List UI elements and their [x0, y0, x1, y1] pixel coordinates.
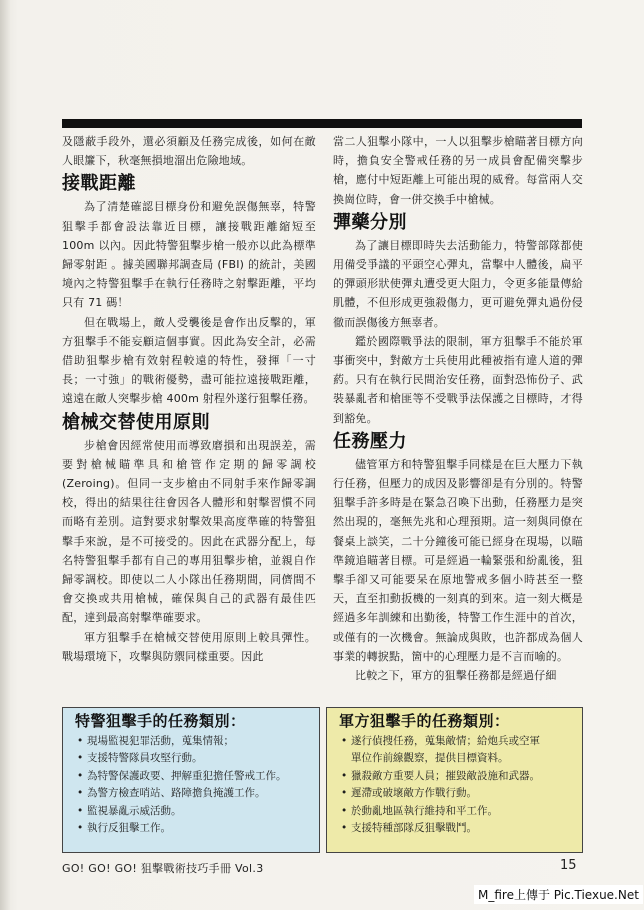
list-item: • 現場監視犯罪活動，蒐集情報；	[77, 733, 313, 750]
paragraph: 為了清楚確認目標身份和避免誤傷無辜，特警狙擊手都會設法靠近目標，讓接戰距離縮短至 100m 以內。因此特警狙擊步槍一般亦以此為標準歸零射距 。據美國聯邦調查局 (FBI) 的統計，美國境內之特警狙擊手在執行任務時之射擊距離，平均只有 71 碼！	[62, 200, 316, 310]
bullet-icon: •	[77, 822, 84, 835]
police-sniper-tasks-box	[62, 707, 320, 853]
page-number: 15	[560, 858, 577, 873]
list-item: • 遂行偵搜任務，蒐集敵情；給炮兵或空軍	[341, 733, 576, 750]
binding-shadow	[0, 0, 10, 910]
military-box-title: 軍方狙擊手的任務類別：	[339, 712, 510, 730]
paragraph: 為了讓目標即時失去活動能力，特警部隊都使用備受爭議的平頭空心彈丸，當擊中人體後，扁平的彈頭形狀使彈丸遭受更大阻力，令更多能量傳給肌體，不但形成更強殺傷力，更可避免彈丸過份侵徹而誤傷後方無辜者。	[333, 238, 583, 329]
heading-mission-pressure: 任務壓力	[333, 430, 407, 452]
bullet-icon: •	[341, 735, 348, 747]
bullet-icon: •	[341, 822, 348, 835]
paragraph: 比較之下，軍方的狙擊任務都是經過仔細	[355, 669, 557, 683]
bullet-icon: •	[341, 769, 348, 782]
bullet-icon: •	[341, 804, 348, 817]
list-item: • 監視暴亂示威活動。	[77, 803, 313, 820]
police-task-list	[63, 733, 319, 837]
list-item: • 支援特種部隊反狙擊戰鬥。	[341, 820, 576, 837]
book-title: GO! GO! GO! 狙擊戰術技巧手冊 Vol.3	[62, 862, 264, 875]
military-task-list	[327, 733, 582, 837]
list-item: • 執行反狙擊工作。	[77, 820, 313, 837]
list-item-continuation: 單位作前線觀察，提供目標資料。	[351, 752, 509, 765]
paragraph: 軍方狙擊手在槍械交替使用原則上較具彈性。戰場環境下，攻擊與防禦同樣重要。因此	[62, 630, 316, 663]
bullet-icon: •	[77, 769, 84, 782]
list-item: • 獵殺敵方重要人員；摧毀敵設施和武器。	[341, 768, 576, 785]
bullet-icon: •	[77, 804, 84, 817]
heading-ammo: 彈藥分別	[333, 211, 407, 233]
military-sniper-tasks-box	[326, 707, 583, 853]
bullet-icon: •	[77, 787, 84, 800]
right-column	[333, 132, 583, 685]
heading-engagement-distance: 接戰距離	[62, 173, 136, 195]
paragraph: 及隱蔽手段外，還必須顧及任務完成後，如何在敵人眼簾下，秋毫無損地溜出危險地域。	[62, 135, 316, 168]
watermark: M_fire上傳于 Pic.Tiexue.Net	[474, 885, 643, 904]
police-box-title: 特警狙擊手的任務類別：	[75, 712, 246, 730]
paragraph: 但在戰場上，敵人受襲後是會作出反擊的，軍方狙擊手不能妄顧這個事實。因此為安全計，必需借助狙擊步槍有效射程較遠的特性，發揮「一寸長；一寸強」的戰術優勢，盡可能拉遠接戰距離，遠遠在敵人突擊步槍 400m 射程外遂行狙擊任務。	[62, 315, 316, 406]
bullet-icon: •	[77, 735, 84, 747]
list-item: • 遲滯或破壞敵方作戰行動。	[341, 785, 576, 802]
left-column	[62, 132, 316, 666]
paragraph: 儘管軍方和特警狙擊手同樣是在巨大壓力下執行任務，但壓力的成因及影響卻是有分別的。特警狙擊手許多時是在緊急召喚下出動，任務壓力是突然出現的，毫無先兆和心理預期。這一刻與同僚在餐桌上談笑，二十分鐘後可能已經身在現場，以瞄準鏡追瞄著目標。可是經過一輪緊張和紛亂後，狙擊手卻又可能要呆在原地警戒多個小時甚至一整天，直至扣動扳機的一刻真的到來。這一刻大概是經過多年訓練和出勤後，特警工作生涯中的首次，或僅有的一次機會。無論成與敗，也許都成為個人事業的轉捩點，箇中的心理壓力是不言而喻的。	[333, 457, 583, 663]
paragraph: 當二人狙擊小隊中，一人以狙擊步槍瞄著目標方向時，擔負安全警戒任務的另一成員會配備突擊步槍，應付中短距離上可能出現的威脅。每當兩人交換崗位時，會一併交換手中槍械。	[333, 135, 583, 206]
top-rule	[62, 119, 582, 128]
bullet-icon: •	[341, 787, 348, 800]
paragraph: 鑑於國際戰爭法的限制，軍方狙擊手不能於軍事衝突中，對敵方士兵使用此種被指有違人道的彈葯。只有在執行民間治安任務，面對恐怖份子、武裝暴亂者和槍匪等不受戰爭法保護之目標時，才得到豁免。	[333, 334, 583, 425]
heading-weapon-exchange: 槍械交替使用原則	[62, 411, 210, 433]
list-item: • 於動亂地區執行維持和平工作。	[341, 803, 576, 820]
list-item: • 為警方檢查哨站、路障擔負掩護工作。	[77, 785, 313, 802]
list-item: • 支援特警隊員攻堅行動。	[77, 750, 313, 767]
list-item: • 為特警保護政要、押解重犯擔任警戒工作。	[77, 768, 313, 785]
bullet-icon: •	[77, 752, 84, 765]
paragraph: 步槍會因經常使用而導致磨損和出現誤差，需要對槍械瞄準具和槍管作定期的歸零調校 (Zeroing)。但同一支步槍由不同射手來作歸零調校，得出的結果往往會因各人體形和射擊習慣不同而略有差別。這對要求射擊效果高度準確的特警狙擊手來說，是不可接受的。因此在武器分配上，每名特警狙擊手都有自己的專用狙擊步槍，並親自作歸零調校。即使以二人小隊出任務期間，同儕間不會交換或共用槍械，確保與自己的武器有最佳匹配，達到最高射擊準確要求。	[62, 438, 316, 625]
